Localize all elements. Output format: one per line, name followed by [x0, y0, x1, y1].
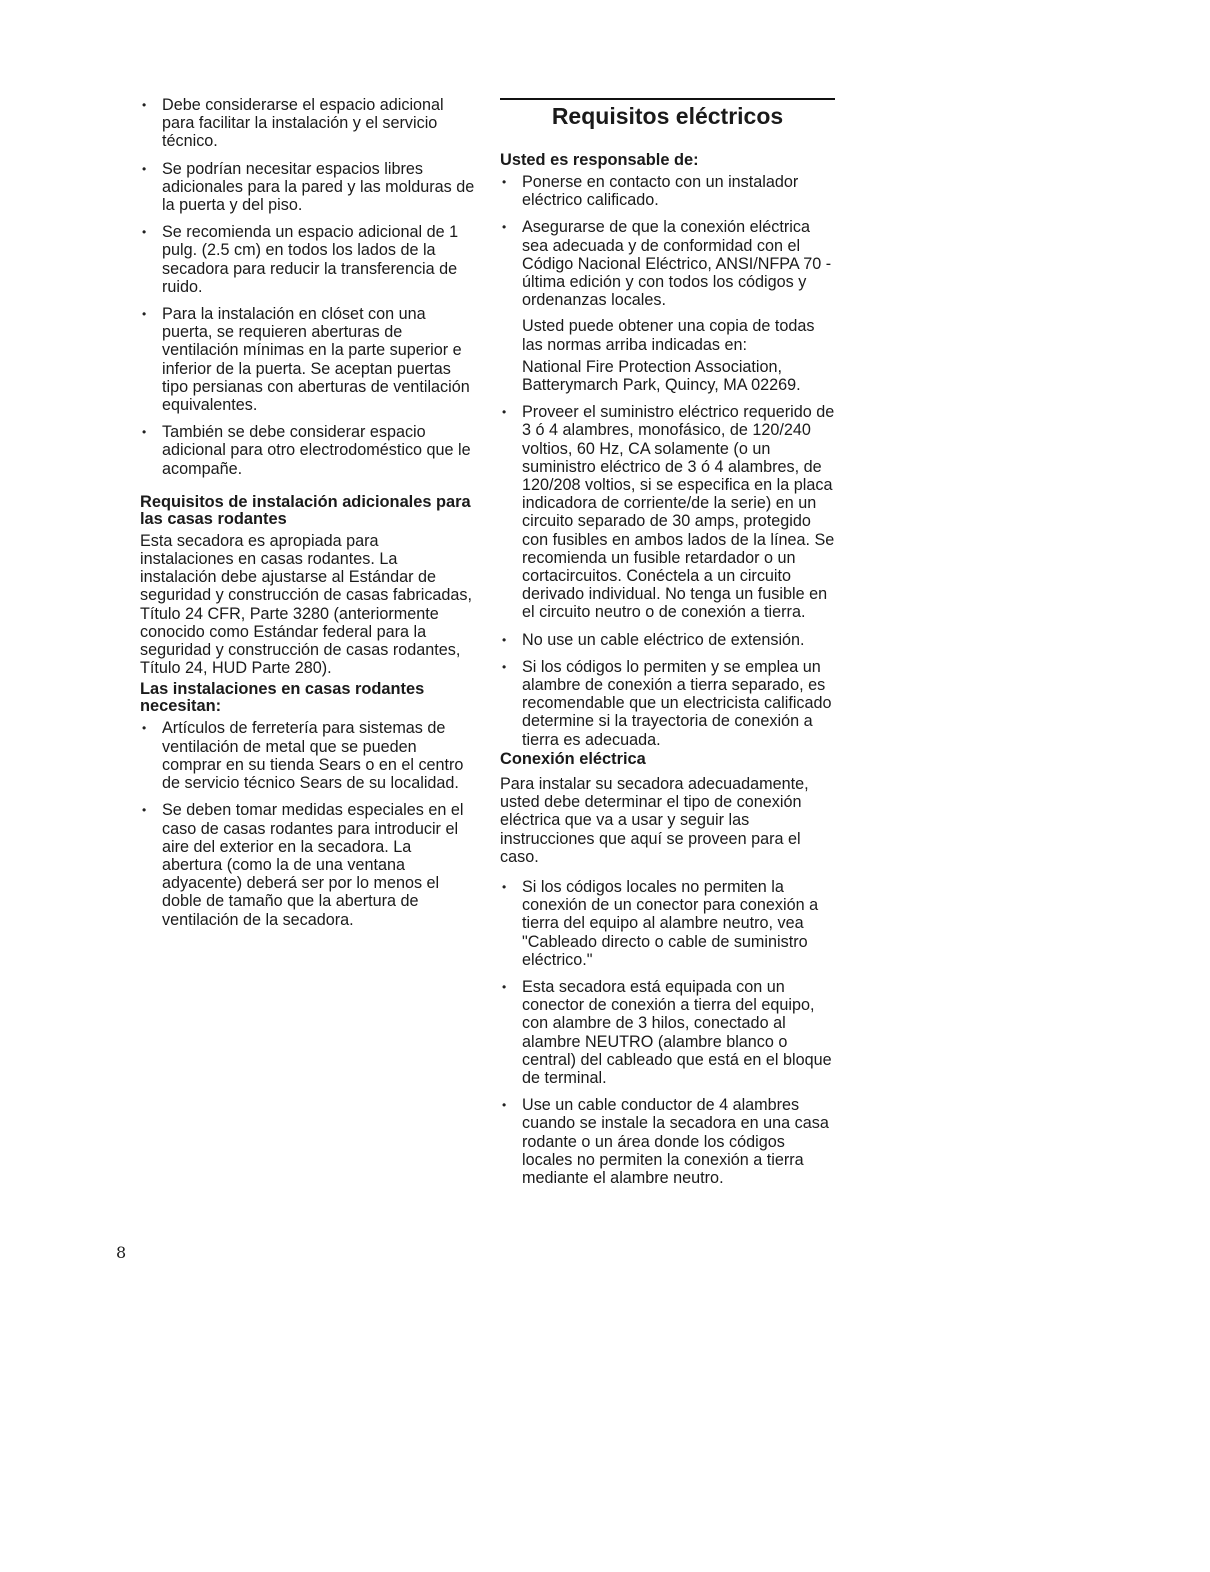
mobile-home-needs-heading: Las instalaciones en casas rodantes necesitan:	[140, 680, 425, 716]
list-item: • Para la instalación en clóset con una puerta, se requieren aberturas de ventilación mínimas en la parte superior e inferior de la puerta. Se aceptan puertas tipo persianas con aberturas de ventilación equivalentes.	[140, 305, 475, 414]
responsibility-list	[500, 173, 835, 749]
list-item: • Se recomienda un espacio adicional de 1 pulg. (2.5 cm) en todos los lados de la secadora para reducir la transferencia de ruido.	[140, 223, 475, 296]
list-item: • No use un cable eléctrico de extensión.	[500, 631, 835, 649]
list-item: • Artículos de ferretería para sistemas de ventilación de metal que se pueden comprar en su tienda Sears o en el centro de servicio técnico Sears de su localidad.	[140, 719, 475, 792]
copy-note: Usted puede obtener una copia de todas las normas arriba indicadas en:	[522, 317, 815, 354]
page-number: 8	[116, 1243, 127, 1262]
responsible-heading: Usted es responsable de:	[500, 151, 699, 169]
mobile-home-needs-list	[140, 719, 475, 928]
code-compliance-text: Asegurarse de que la conexión eléctrica sea adecuada y de conformidad con el Código Nacional Eléctrico, ANSI/NFPA 70 - última edición y con todos los códigos y ordenanzas locales.	[522, 218, 832, 310]
list-item: • También se debe considerar espacio adicional para otro electrodoméstico que le acompañe.	[140, 423, 475, 478]
list-item	[500, 218, 835, 394]
right-column	[500, 98, 835, 1196]
list-item: • Ponerse en contacto con un instalador eléctrico calificado.	[500, 173, 835, 209]
list-item: • Use un cable conductor de 4 alambres cuando se instale la secadora en una casa rodante o un área donde los códigos locales no permiten la conexión a tierra mediante el alambre neutro.	[500, 1096, 835, 1187]
list-item: • Se deben tomar medidas especiales en el caso de casas rodantes para introducir el aire del exterior en la secadora. La abertura (como la de una ventana adyacente) deberá ser por lo menos el doble de tamaño que la abertura de ventilación de la secadora.	[140, 801, 475, 928]
mobile-home-paragraph: Esta secadora es apropiada para instalaciones en casas rodantes. La instalación debe ajustarse al Estándar de seguridad y construcción de casas fabricadas, Título 24 CFR, Parte 3280 (anteriormente conocido como Estándar federal para la seguridad y construcción de casas rodantes, Título 24, HUD Parte 280).	[140, 531, 473, 678]
nfpa-address: National Fire Protection Association, Batterymarch Park, Quincy, MA 02269.	[522, 357, 801, 395]
left-column	[140, 96, 475, 938]
section-title: Requisitos eléctricos	[500, 98, 835, 130]
mobile-home-heading: Requisitos de instalación adicionales para las casas rodantes	[140, 492, 471, 528]
connection-list	[500, 878, 835, 1187]
clearance-list	[140, 96, 475, 478]
list-item: • Debe considerarse el espacio adicional para facilitar la instalación y el servicio técnico.	[140, 96, 475, 151]
list-item: • Se podrían necesitar espacios libres adicionales para la pared y las molduras de la puerta y del piso.	[140, 160, 475, 215]
list-item: • Proveer el suministro eléctrico requerido de 3 ó 4 alambres, monofásico, de 120/240 voltios, 60 Hz, CA solamente (o un suministro eléctrico de 3 ó 4 alambres, de 120/208 voltios, si se especifica en la placa indicadora de corriente/de la serie) en un circuito separado de 30 amps, protegido con fusibles en ambos lados de la línea. Se recomienda un fusible retardador o un cortacircuitos. Conéctela a un circuito derivado individual. No tenga un fusible en el circuito neutro o de conexión a tierra.	[500, 403, 835, 621]
list-item: • Si los códigos locales no permiten la conexión de un conector para conexión a tierra del equipo al alambre neutro, vea "Cableado directo o cable de suministro eléctrico."	[500, 878, 835, 969]
connection-heading: Conexión eléctrica	[500, 749, 646, 768]
list-item: • Si los códigos lo permiten y se emplea un alambre de conexión a tierra separado, es recomendable que un electricista calificado determine si la trayectoria de conexión a tierra es adecuada.	[500, 658, 835, 749]
connection-paragraph: Para instalar su secadora adecuadamente, usted debe determinar el tipo de conexión eléctrica que va a usar y seguir las instrucciones que aquí se proveen para el caso.	[500, 774, 809, 866]
list-item: • Esta secadora está equipada con un conector de conexión a tierra del equipo, con alambre de 3 hilos, conectado al alambre NEUTRO (alambre blanco o central) del cableado que está en el bloque de terminal.	[500, 978, 835, 1087]
